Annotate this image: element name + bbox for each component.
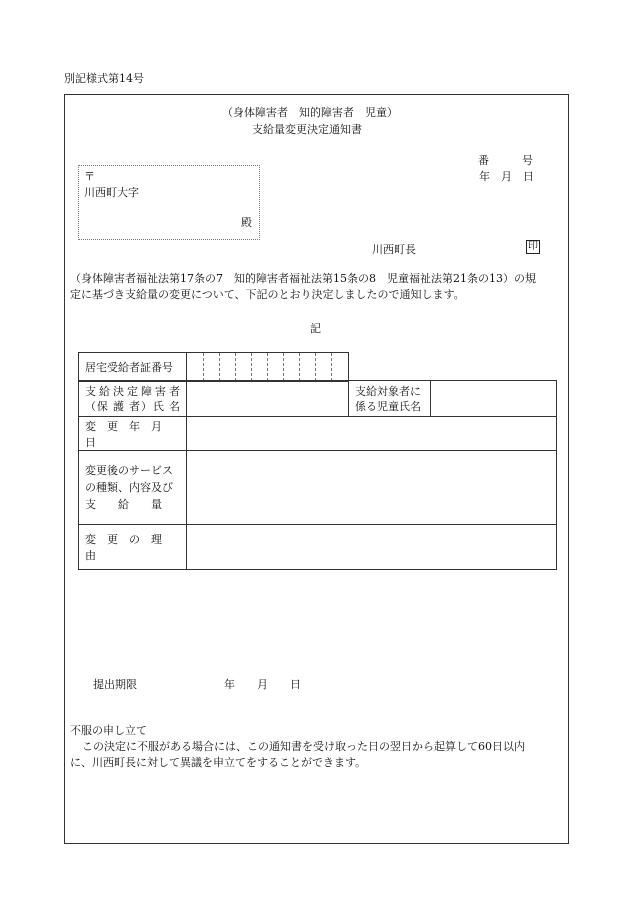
objection-title: 不服の申し立て (70, 724, 147, 737)
objection-line-1: この決定に不服がある場合には、この通知書を受け取った日の翌日から起算して60日以内 (82, 740, 525, 753)
reason-field[interactable] (187, 525, 557, 570)
deadline-date: 年 月 日 (224, 678, 301, 691)
person-name-field[interactable] (187, 381, 349, 417)
cert-number-label: 居宅受給者証番号 (79, 353, 187, 382)
number-label: 番 号 (478, 154, 533, 167)
issuer-name: 川西町長 (372, 243, 416, 256)
form-number-label: 別記様式第14号 (64, 72, 144, 85)
change-date-label: 変 更 年 月 日 (79, 417, 187, 451)
category-line: （身体障害者 知的障害者 児童） (222, 106, 398, 119)
service-field[interactable] (187, 451, 557, 525)
service-label: 変更後のサービス の種類、内容及び 支 給 量 (79, 451, 187, 525)
reason-label: 変 更 の 理 由 (79, 525, 187, 570)
child-name-label: 支給対象者に 係る児童氏名 (349, 381, 431, 417)
cert-number-digits (187, 353, 348, 381)
ki-label: 記 (310, 322, 321, 335)
person-name-label: 支給決定障害者 （保 護 者）氏 名 (79, 381, 187, 417)
child-name-field[interactable] (431, 381, 557, 417)
date-label: 年 月 日 (479, 170, 534, 183)
address-box (78, 165, 260, 240)
postal-mark: 〒 (84, 170, 95, 183)
deadline-label: 提出期限 (93, 678, 137, 691)
document-title: 支給量変更決定通知書 (252, 123, 362, 136)
body-line-1: （身体障害者福祉法第17条の7 知的障害者福祉法第15条の8 児童福祉法第21条の13）の規 (70, 272, 536, 285)
address-city: 川西町大字 (84, 186, 139, 199)
objection-line-2: に、川西町長に対して異議を申立てをすることができます。 (70, 756, 367, 769)
seal-mark: 印 (528, 241, 538, 252)
change-date-field[interactable] (187, 417, 557, 451)
certificate-number-table (78, 352, 349, 382)
body-line-2: 定に基づき支給量の変更について、下記のとおり決定しましたので通知します。 (70, 288, 465, 301)
change-details-table (78, 380, 557, 570)
honorific: 殿 (241, 216, 252, 229)
cert-number-input[interactable] (187, 353, 349, 382)
